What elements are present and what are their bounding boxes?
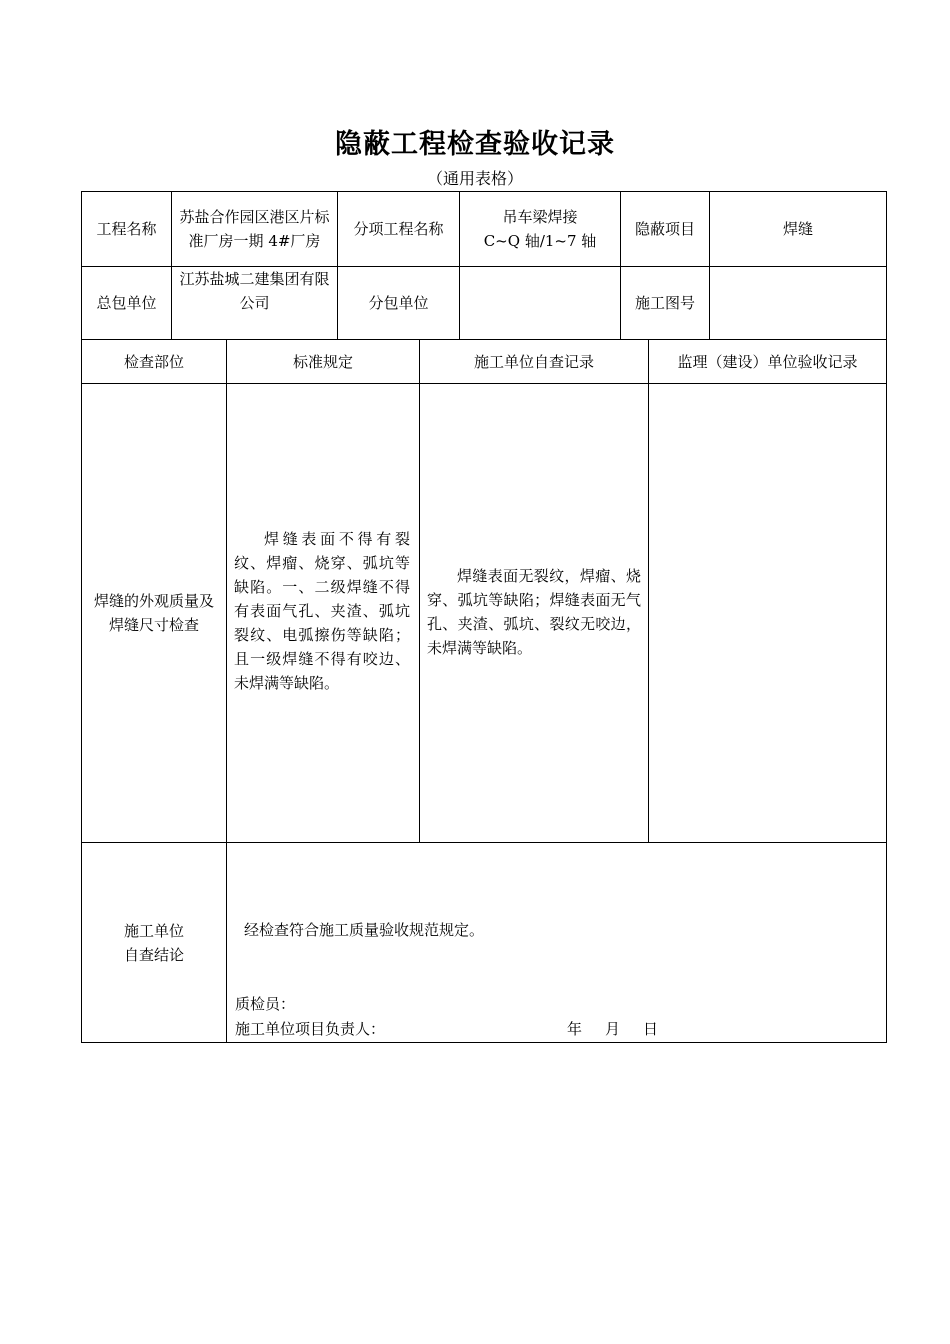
conclusion-text: 经检查符合施工质量验收规范规定。 bbox=[244, 921, 485, 939]
sub-project-line2: C~Q 轴/1~7 轴 bbox=[483, 232, 597, 250]
general-contractor-label: 总包单位 bbox=[96, 294, 157, 312]
project-name-value: 苏盐合作园区港区片标准厂房一期 4#厂房 bbox=[179, 208, 330, 250]
sub-project-label: 分项工程名称 bbox=[353, 220, 444, 238]
project-manager-label: 施工单位项目负责人： bbox=[235, 1020, 386, 1038]
drawing-number-label: 施工图号 bbox=[634, 294, 695, 312]
conclusion-label bbox=[82, 843, 226, 1042]
column-header-standard: 标准规定 bbox=[292, 352, 353, 371]
conclusion-label-line2: 自查结论 bbox=[123, 945, 184, 964]
date-month: 月 bbox=[605, 1020, 621, 1038]
hidden-item-label: 隐蔽项目 bbox=[634, 220, 695, 238]
general-contractor-value: 江苏盐城二建集团有限公司 bbox=[179, 270, 330, 312]
supervision-record bbox=[649, 384, 886, 842]
column-header-self-check: 施工单位自查记录 bbox=[473, 352, 594, 371]
sub-project-line1: 吊车梁焊接 bbox=[502, 208, 578, 226]
sub-project-value bbox=[460, 192, 620, 266]
inspector-label: 质检员： bbox=[235, 995, 296, 1013]
page-subtitle: （通用表格） bbox=[426, 169, 523, 188]
self-check-record: 焊缝表面无裂纹，焊瘤、烧穿、弧坑等缺陷；焊缝表面无气孔、夹渣、弧坑、裂纹无咬边，未焊满等缺陷。 bbox=[427, 567, 641, 657]
subcontractor-label: 分包单位 bbox=[368, 294, 429, 312]
column-header-location: 检查部位 bbox=[123, 352, 184, 371]
column-header-supervision: 监理（建设）单位验收记录 bbox=[677, 352, 858, 371]
page-title: 隐蔽工程检查验收记录 bbox=[335, 129, 615, 160]
inspection-location: 焊缝的外观质量及焊缝尺寸检查 bbox=[93, 592, 214, 634]
inspection-form bbox=[81, 191, 887, 1043]
date-day: 日 bbox=[643, 1020, 659, 1038]
drawing-number-value bbox=[710, 267, 886, 339]
project-name-label: 工程名称 bbox=[96, 220, 157, 238]
date-year: 年 bbox=[567, 1020, 583, 1038]
subcontractor-value bbox=[460, 267, 620, 339]
standard-requirement: 焊缝表面不得有裂纹、焊瘤、烧穿、弧坑等缺陷。一、二级焊缝不得有表面气孔、夹渣、弧坑裂纹、电弧擦伤等缺陷；且一级焊缝不得有咬边、未焊满等缺陷。 bbox=[234, 530, 410, 692]
conclusion-label-line1: 施工单位 bbox=[123, 921, 184, 940]
hidden-item-value: 焊缝 bbox=[782, 220, 813, 238]
